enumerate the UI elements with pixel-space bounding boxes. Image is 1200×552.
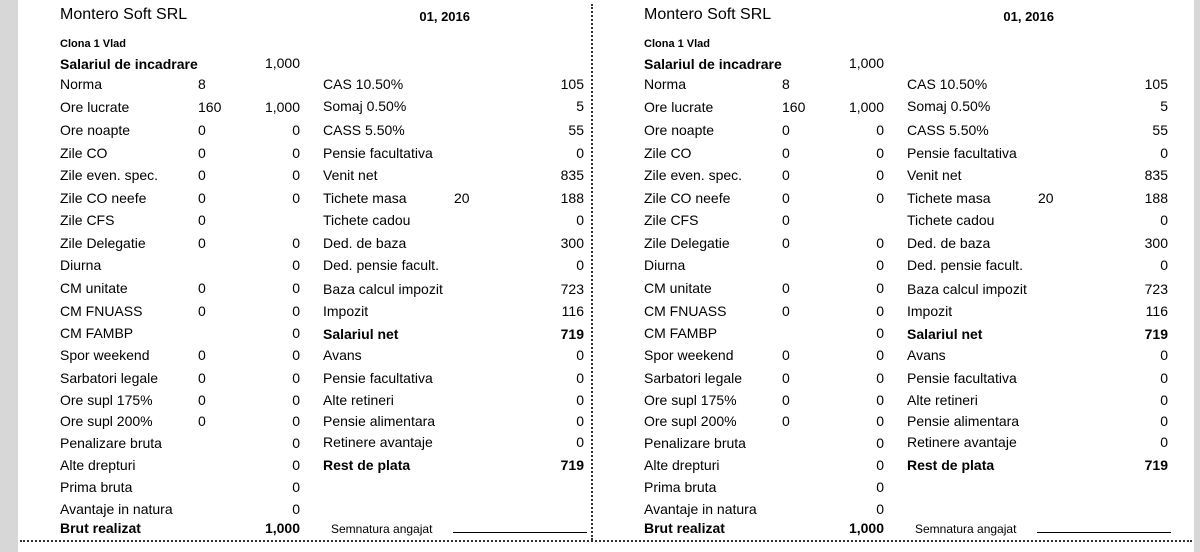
earning-amount: 0 [876,122,884,138]
deduction-label: Tichete masa [907,190,991,206]
employee-name: Clona 1 Vlad [60,38,127,50]
deduction-amount: 0 [1160,392,1168,408]
signature-line [1037,532,1171,533]
deduction-label: Pensie facultativa [907,370,1017,386]
deduction-label: Salariul net [907,326,983,342]
earning-amount: 0 [292,413,300,429]
deduction-label: Pensie facultativa [907,145,1017,161]
earning-quantity: 0 [782,235,790,251]
earning-label: Alte drepturi [644,457,720,473]
earning-amount: 0 [876,325,884,341]
deduction-amount: 116 [1145,303,1168,319]
deduction-amount: 719 [560,326,584,342]
base-salary-label: Salariul de incadrare [644,56,782,72]
earning-quantity: 0 [782,347,790,363]
earning-amount: 0 [876,303,884,319]
base-salary-label: Salariul de incadrare [60,56,198,72]
earning-label: Ore supl 200% [60,413,153,429]
earning-quantity: 0 [782,413,790,429]
deduction-label: Pensie alimentara [323,413,436,429]
earning-quantity: 0 [782,190,790,206]
deduction-amount: 105 [1144,76,1168,92]
earning-amount: 0 [292,167,300,183]
earning-amount: 0 [876,257,884,273]
earning-label: Ore noapte [60,122,131,138]
deduction-label: Avans [907,347,946,363]
deduction-label: CAS 10.50% [907,76,988,92]
earning-label: Ore supl 200% [644,413,737,429]
earning-quantity: 0 [782,303,790,319]
deduction-label: Pensie facultativa [323,145,433,161]
earning-amount: 0 [876,145,884,161]
earning-amount: 0 [292,325,300,341]
deduction-label: Salariul net [323,326,399,342]
deduction-label: Ded. de baza [323,235,407,251]
signature-line [453,532,587,533]
deduction-amount: 0 [576,145,584,161]
earning-quantity: 0 [782,370,790,386]
deduction-amount: 188 [1144,190,1168,206]
deduction-label: Ded. de baza [907,235,991,251]
deduction-label: Ded. pensie facult. [323,257,439,273]
earning-amount: 0 [292,370,300,386]
company-name: Montero Soft SRL [644,6,772,23]
earning-amount: 0 [876,190,884,206]
deduction-amount: 0 [576,392,584,408]
earning-label: Spor weekend [60,347,150,363]
earning-amount: 0 [292,303,300,319]
earning-amount: 0 [292,501,300,517]
earning-label: Ore lucrate [644,99,714,115]
payslip-1 [20,0,590,552]
deduction-amount: 105 [560,76,584,92]
deduction-label: Venit net [323,167,378,183]
earning-label: Norma [644,76,687,92]
earning-amount: 0 [876,392,884,408]
earning-quantity: 0 [198,235,206,251]
earning-quantity: 0 [782,392,790,408]
deduction-amount: 723 [560,281,584,297]
deduction-amount: 55 [568,122,584,138]
earning-amount: 0 [292,435,300,451]
company-name: Montero Soft SRL [60,6,188,23]
earning-label: CM unitate [60,280,128,296]
deduction-amount: 0 [1160,257,1168,273]
pay-period: 01, 2016 [1003,9,1054,24]
earning-quantity: 0 [782,280,790,296]
earning-label: Ore lucrate [60,99,130,115]
earning-amount: 0 [876,235,884,251]
deduction-amount: 0 [1160,212,1168,228]
earning-quantity: 0 [782,145,790,161]
deduction-label: Alte retineri [323,392,394,408]
earning-quantity: 0 [782,212,790,228]
earning-quantity: 0 [198,122,206,138]
earning-label: Alte drepturi [60,457,136,473]
earning-label: Ore supl 175% [644,392,737,408]
deduction-amount: 188 [560,190,584,206]
earning-label: Prima bruta [644,479,717,495]
earning-quantity: 0 [198,347,206,363]
deduction-amount: 0 [576,370,584,386]
earning-amount: 0 [876,413,884,429]
deduction-quantity: 20 [1038,190,1054,206]
earning-label: Zile Delegatie [60,235,146,251]
deduction-label: Alte retineri [907,392,978,408]
deduction-amount: 0 [1160,434,1168,450]
earning-amount: 0 [876,167,884,183]
deduction-amount: 55 [1152,122,1168,138]
earning-quantity: 0 [198,370,206,386]
employee-name: Clona 1 Vlad [644,38,711,50]
earning-quantity: 8 [782,76,790,92]
earning-amount: 0 [292,479,300,495]
earning-label: Sarbatori legale [60,370,159,386]
payslip-2 [604,0,1174,552]
earning-label: CM FAMBP [644,325,718,341]
earning-amount: 0 [876,501,884,517]
earning-amount: 0 [876,347,884,363]
deduction-amount: 0 [1160,347,1168,363]
earning-amount: 0 [876,479,884,495]
cut-line-vertical [591,4,593,540]
deduction-amount: 723 [1144,281,1168,297]
deduction-label: CAS 10.50% [323,76,404,92]
deduction-amount: 300 [1144,235,1168,251]
deduction-label: CASS 5.50% [907,122,989,138]
earning-amount: 0 [292,145,300,161]
earning-amount: 0 [876,457,884,473]
viewer-right-margin [1194,0,1200,552]
deduction-label: Impozit [323,303,369,319]
earning-amount: 0 [292,257,300,273]
earning-label: Zile CFS [644,212,699,228]
earning-quantity: 0 [198,392,206,408]
earning-amount: 0 [876,280,884,296]
earning-amount: 0 [876,370,884,386]
earning-label: Ore noapte [644,122,715,138]
earning-label: CM FNUASS [644,303,727,319]
earning-quantity: 8 [198,76,206,92]
deduction-amount: 5 [576,98,584,114]
earning-label: Ore supl 175% [60,392,153,408]
earning-amount: 0 [292,457,300,473]
earning-quantity: 0 [198,303,206,319]
earning-label: Diurna [60,257,102,273]
earning-quantity: 0 [198,280,206,296]
earning-label: Diurna [644,257,686,273]
earning-label: Zile CO [644,145,692,161]
deduction-label: Baza calcul impozit [907,281,1027,297]
earning-amount: 0 [292,392,300,408]
earning-label: Zile even. spec. [644,167,743,183]
deduction-amount: 0 [576,212,584,228]
deduction-amount: 5 [1160,98,1168,114]
earning-quantity: 0 [782,122,790,138]
earning-amount: 0 [292,122,300,138]
earning-label: Zile even. spec. [60,167,159,183]
earning-amount: 0 [292,235,300,251]
signature-label: Semnatura angajat [331,522,433,536]
deduction-label: Baza calcul impozit [323,281,443,297]
deduction-label: Retinere avantaje [907,434,1017,450]
deduction-label: Impozit [907,303,953,319]
deduction-label: Rest de plata [907,457,995,473]
earning-quantity: 0 [198,145,206,161]
deduction-label: Somaj 0.50% [907,98,991,114]
earning-label: CM unitate [644,280,712,296]
signature-label: Semnatura angajat [915,522,1017,536]
earning-amount: 0 [292,190,300,206]
deduction-label: Somaj 0.50% [323,98,407,114]
earning-label: Norma [60,76,103,92]
earning-amount: 0 [292,347,300,363]
earning-amount: 1,000 [264,520,300,536]
earning-label: Brut realizat [644,520,725,536]
deduction-amount: 0 [576,257,584,273]
deduction-label: Retinere avantaje [323,434,433,450]
pay-period: 01, 2016 [419,9,470,24]
viewer-left-margin [0,0,18,552]
deduction-label: Venit net [907,167,962,183]
deduction-amount: 719 [1144,326,1168,342]
earning-quantity: 0 [198,167,206,183]
deduction-label: Pensie facultativa [323,370,433,386]
earning-quantity: 0 [198,413,206,429]
earning-label: Zile CO neefe [644,190,731,206]
earning-label: Zile Delegatie [644,235,730,251]
deduction-amount: 0 [1160,370,1168,386]
base-salary-value: 1,000 [264,55,300,71]
earning-label: Avantaje in natura [60,501,173,517]
earning-quantity: 0 [782,167,790,183]
earning-label: Avantaje in natura [644,501,757,517]
deduction-label: Pensie alimentara [907,413,1020,429]
earning-amount: 1,000 [264,99,300,115]
earning-label: Zile CO [60,145,108,161]
deduction-amount: 719 [1144,457,1168,473]
deduction-amount: 835 [560,167,584,183]
deduction-label: Tichete cadou [323,212,411,228]
earning-label: Penalizare bruta [60,435,162,451]
earning-quantity: 0 [198,212,206,228]
earning-label: Sarbatori legale [644,370,743,386]
deduction-amount: 300 [560,235,584,251]
base-salary-value: 1,000 [848,55,884,71]
deduction-label: Ded. pensie facult. [907,257,1023,273]
deduction-label: Rest de plata [323,457,411,473]
earning-amount: 1,000 [848,520,884,536]
earning-label: Penalizare bruta [644,435,746,451]
earning-label: CM FAMBP [60,325,134,341]
deduction-label: Tichete masa [323,190,407,206]
earning-quantity: 160 [198,99,222,115]
earning-amount: 1,000 [848,99,884,115]
deduction-amount: 0 [1160,413,1168,429]
deduction-amount: 719 [560,457,584,473]
earning-label: Zile CFS [60,212,115,228]
earning-label: Brut realizat [60,520,141,536]
deduction-amount: 0 [1160,145,1168,161]
earning-quantity: 0 [198,190,206,206]
earning-label: CM FNUASS [60,303,143,319]
deduction-amount: 0 [576,413,584,429]
deduction-label: Tichete cadou [907,212,995,228]
deduction-label: Avans [323,347,362,363]
earning-amount: 0 [292,280,300,296]
deduction-amount: 0 [576,347,584,363]
deduction-quantity: 20 [454,190,470,206]
deduction-label: CASS 5.50% [323,122,405,138]
deduction-amount: 835 [1144,167,1168,183]
earning-label: Prima bruta [60,479,133,495]
earning-quantity: 160 [782,99,806,115]
deduction-amount: 116 [561,303,584,319]
earning-label: Spor weekend [644,347,734,363]
earning-label: Zile CO neefe [60,190,147,206]
deduction-amount: 0 [576,434,584,450]
earning-amount: 0 [876,435,884,451]
